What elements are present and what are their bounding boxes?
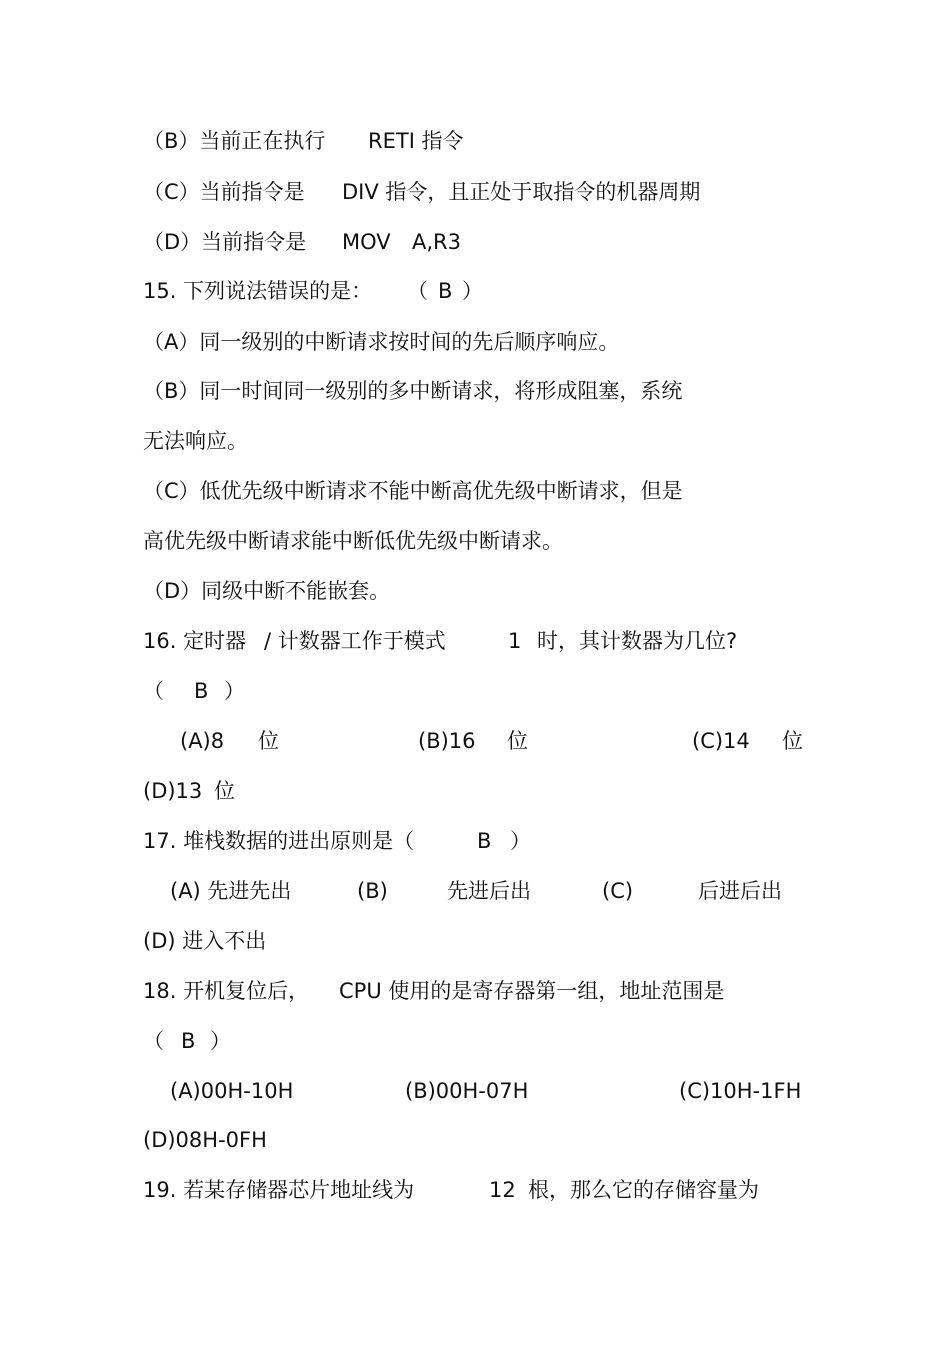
- text-segment: （A）同一级别的中断请求按时间的先后顺序响应。: [143, 330, 620, 354]
- text-segment: DIV 指令，且正处于取指令的机器周期: [342, 180, 701, 204]
- option-line: [0, 125, 950, 157]
- text-segment: （: [143, 679, 164, 703]
- answer-letter: B: [194, 679, 209, 703]
- text-segment: 位: [258, 729, 279, 753]
- text-segment: （C）低优先级中断请求不能中断高优先级中断请求，但是: [143, 479, 683, 503]
- options-row: [0, 925, 950, 957]
- text-segment: 位: [214, 779, 235, 803]
- text-segment: ）: [510, 829, 531, 853]
- option-line: [0, 525, 950, 557]
- text-segment: （C）当前指令是: [143, 180, 305, 204]
- text-segment: 根，那么它的存储容量为: [528, 1178, 759, 1202]
- option-a: (A)00H-10H: [170, 1079, 294, 1103]
- option-c: (C): [602, 879, 634, 903]
- text-segment: CPU 使用的是寄存器第一组，地址范围是: [339, 979, 725, 1003]
- text-segment: （B）当前正在执行: [143, 129, 326, 153]
- option-line: [0, 226, 950, 258]
- option-line: [0, 575, 950, 607]
- text-segment: 15. 下列说法错误的是：: [143, 279, 373, 303]
- text-segment: 17. 堆栈数据的进出原则是（: [143, 829, 415, 853]
- text-segment: A,R3: [412, 230, 461, 254]
- option-c: (C)10H-1FH: [679, 1079, 802, 1103]
- option-b: (B): [357, 879, 388, 903]
- question-line: [0, 975, 950, 1007]
- option-c: (C)14: [692, 729, 750, 753]
- text-segment: 1: [508, 629, 522, 653]
- options-row: [0, 775, 950, 807]
- option-line: [0, 375, 950, 407]
- option-b: (B)00H-07H: [405, 1079, 529, 1103]
- answer-letter: B: [181, 1029, 196, 1053]
- answer-line: [0, 1025, 950, 1057]
- text-segment: 位: [782, 729, 803, 753]
- question-line: [0, 625, 950, 657]
- text-segment: 高优先级中断请求能中断低优先级中断请求。: [143, 529, 563, 553]
- text-segment: （D）当前指令是: [143, 230, 307, 254]
- options-row: [0, 1124, 950, 1156]
- options-row: [0, 875, 950, 907]
- question-line: [0, 825, 950, 857]
- option-a: (A)8: [180, 729, 225, 753]
- text-segment: 无法响应。: [143, 429, 248, 453]
- option-line: [0, 425, 950, 457]
- text-segment: 位: [507, 729, 528, 753]
- text-segment: 12: [489, 1178, 516, 1202]
- text-segment: 先进后出: [447, 879, 531, 903]
- question-line: [0, 275, 950, 307]
- option-line: [0, 326, 950, 358]
- text-segment: ）: [462, 279, 483, 303]
- text-segment: ）: [224, 679, 245, 703]
- text-segment: MOV: [342, 230, 391, 254]
- option-d: (D) 进入不出: [143, 929, 267, 953]
- option-d: (D)13: [143, 779, 203, 803]
- text-segment: （: [143, 1029, 164, 1053]
- options-row: [0, 1075, 950, 1107]
- answer-letter: B: [438, 279, 453, 303]
- text-segment: ）: [210, 1029, 231, 1053]
- answer-line: [0, 675, 950, 707]
- option-a: (A) 先进先出: [170, 879, 292, 903]
- text-segment: 18. 开机复位后，: [143, 979, 310, 1003]
- text-segment: 时，其计数器为几位?: [537, 629, 738, 653]
- text-segment: （B）同一时间同一级别的多中断请求，将形成阻塞，系统: [143, 379, 683, 403]
- text-segment: （: [407, 279, 428, 303]
- option-d: (D)08H-0FH: [143, 1128, 267, 1152]
- question-line: [0, 1174, 950, 1206]
- option-b: (B)16: [418, 729, 476, 753]
- text-segment: （D）同级中断不能嵌套。: [143, 579, 391, 603]
- text-segment: 19. 若某存储器芯片地址线为: [143, 1178, 415, 1202]
- text-segment: 16. 定时器: [143, 629, 247, 653]
- answer-letter: B: [477, 829, 492, 853]
- text-segment: / 计数器工作于模式: [264, 629, 446, 653]
- text-segment: RETI 指令: [368, 129, 464, 153]
- options-row: [0, 725, 950, 757]
- option-line: [0, 475, 950, 507]
- option-line: [0, 176, 950, 208]
- text-segment: 后进后出: [698, 879, 782, 903]
